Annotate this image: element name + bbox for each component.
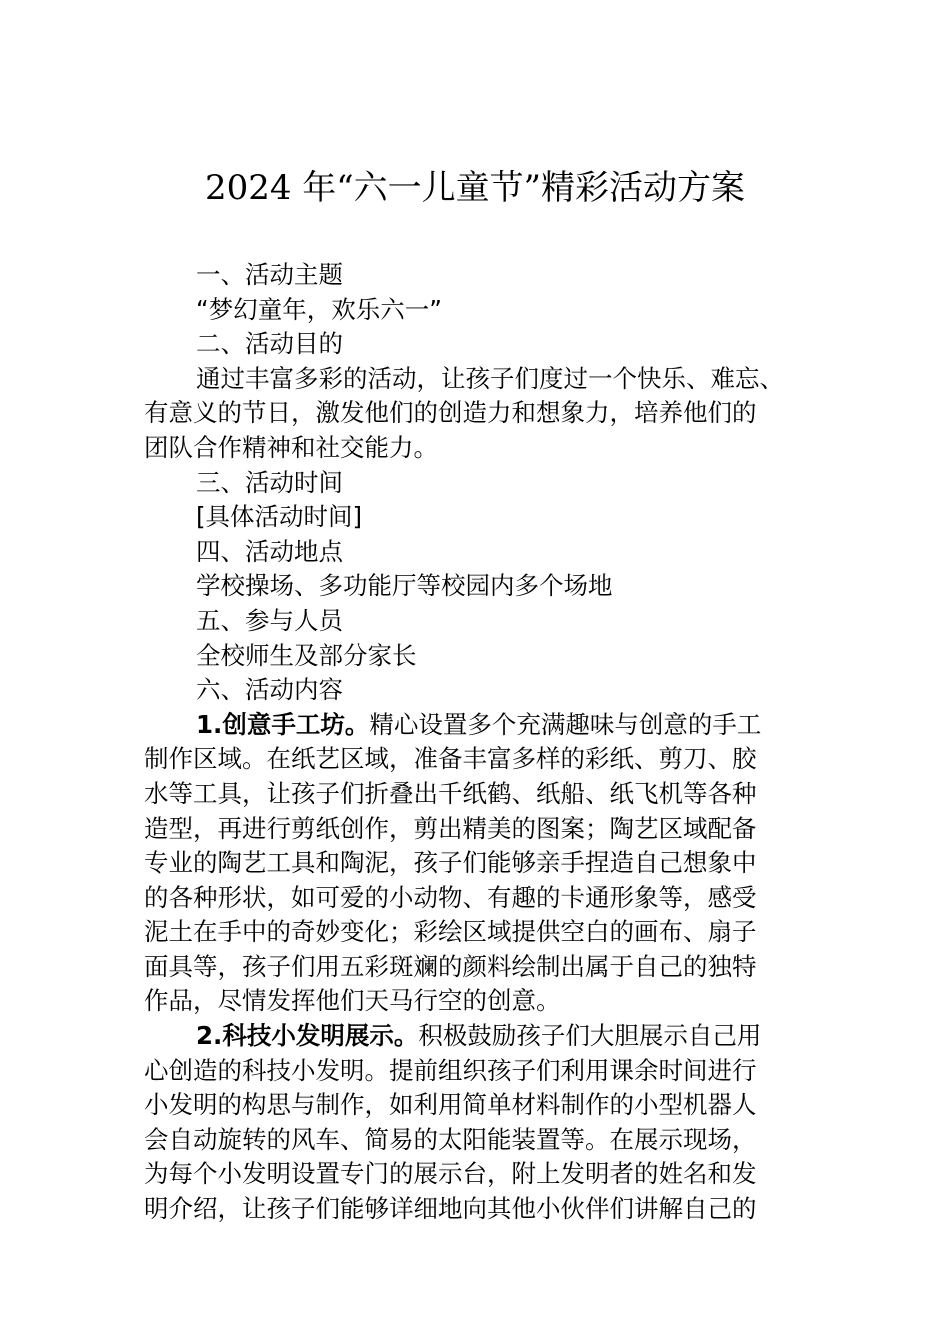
item2-title: 2.科技小发明展示。 (196, 1021, 419, 1051)
section-heading-content: 六、活动内容 (196, 675, 343, 705)
item2-line: 会自动旋转的风车、简易的太阳能装置等。在展示现场， (144, 1124, 757, 1154)
purpose-line: 团队合作精神和社交能力。 (144, 432, 438, 462)
item2-line: 心创造的科技小发明。提前组织孩子们利用课余时间进行 (144, 1055, 757, 1085)
document-title: 2024 年“六一儿童节”精彩活动方案 (204, 168, 746, 208)
time-text: [具体活动时间] (196, 502, 363, 532)
item1-line: 作品，尽情发挥他们天马行空的创意。 (144, 986, 561, 1016)
item2-line: 明介绍，让孩子们能够详细地向其他小伙伴们讲解自己的 (144, 1194, 757, 1224)
section-heading-purpose: 二、活动目的 (196, 329, 343, 359)
item2-line: 为每个小发明设置专门的展示台，附上发明者的姓名和发 (144, 1159, 757, 1189)
section-heading-location: 四、活动地点 (196, 536, 343, 566)
section-heading-theme: 一、活动主题 (196, 260, 343, 289)
item1-line: 泥土在手中的奇妙变化；彩绘区域提供空白的画布、扇子 (144, 917, 757, 947)
item1-line: 制作区域。在纸艺区域，准备丰富多样的彩纸、剪刀、胶 (144, 744, 757, 774)
participants-text: 全校师生及部分家长 (196, 640, 417, 670)
section-heading-time: 三、活动时间 (196, 467, 343, 497)
document-body (144, 258, 810, 1227)
purpose-line: 有意义的节日，激发他们的创造力和想象力，培养他们的 (144, 398, 757, 428)
item1-line: 造型，再进行剪纸创作，剪出精美的图案；陶艺区域配备 (144, 813, 757, 843)
item1-title: 1.创意手工坊。 (196, 709, 370, 739)
item1-line: 水等工具，让孩子们折叠出千纸鹤、纸船、纸飞机等各种 (144, 778, 757, 808)
theme-text: “梦幻童年，欢乐六一” (196, 294, 442, 324)
location-text: 学校操场、多功能厅等校园内多个场地 (196, 571, 613, 601)
item1-line: 的各种形状，如可爱的小动物、有趣的卡通形象等，感受 (144, 882, 757, 912)
purpose-line: 通过丰富多彩的活动，让孩子们度过一个快乐、难忘、 (196, 363, 784, 393)
item1-first-text: 精心设置多个充满趣味与创意的手工 (369, 709, 762, 739)
item2-first-line (144, 1019, 810, 1054)
item2-first-text: 积极鼓励孩子们大胆展示自己用 (418, 1021, 762, 1051)
item1-line: 专业的陶艺工具和陶泥，孩子们能够亲手捏造自己想象中 (144, 848, 757, 878)
section-heading-participants: 五、参与人员 (196, 605, 343, 635)
item1-first-line (144, 708, 810, 743)
item1-line: 面具等，孩子们用五彩斑斓的颜料绘制出属于自己的独特 (144, 951, 757, 981)
item2-line: 小发明的构思与制作，如利用简单材料制作的小型机器人 (144, 1090, 757, 1120)
